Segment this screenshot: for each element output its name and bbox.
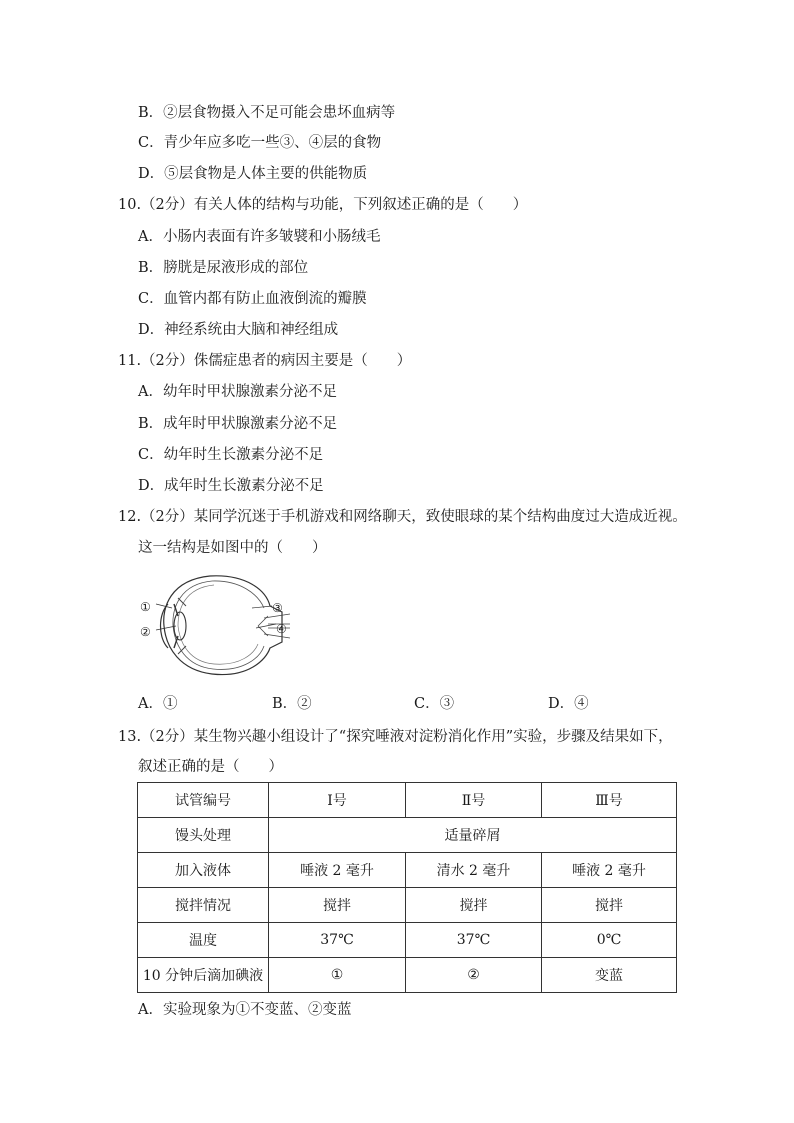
table-row bbox=[138, 853, 677, 888]
table-row bbox=[138, 923, 677, 958]
experiment-table bbox=[137, 782, 677, 993]
table-cell: ② bbox=[406, 958, 542, 993]
table-cell: 搅拌 bbox=[406, 888, 542, 923]
question-11-stem: 11.（2分）侏儒症患者的病因主要是（ ） bbox=[118, 353, 412, 369]
table-cell: 温度 bbox=[138, 923, 269, 958]
table-cell: 搅拌 bbox=[542, 888, 677, 923]
question-10-option-c: C．血管内都有防止血液倒流的瓣膜 bbox=[138, 291, 367, 307]
question-13-stem-continued: 叙述正确的是（ ） bbox=[138, 759, 283, 775]
table-cell: 变蓝 bbox=[542, 958, 677, 993]
table-cell: 唾液 2 毫升 bbox=[269, 853, 406, 888]
table-cell: 唾液 2 毫升 bbox=[542, 853, 677, 888]
figure-label-4: ④ bbox=[276, 622, 287, 636]
figure-label-2: ② bbox=[140, 625, 151, 639]
table-cell: 10 分钟后滴加碘液 bbox=[138, 958, 269, 993]
table-cell: 搅拌 bbox=[269, 888, 406, 923]
table-cell: 37℃ bbox=[269, 923, 406, 958]
table-cell: 0℃ bbox=[542, 923, 677, 958]
table-cell: ① bbox=[269, 958, 406, 993]
question-12-choices bbox=[138, 694, 698, 716]
option-d-prev: D．⑤层食物是人体主要的供能物质 bbox=[138, 166, 368, 182]
figure-label-1: ① bbox=[140, 600, 151, 614]
table-row bbox=[138, 818, 677, 853]
question-10-option-b: B．膀胱是尿液形成的部位 bbox=[138, 260, 309, 276]
question-12-stem-continued: 这一结构是如图中的（ ） bbox=[138, 540, 327, 556]
table-cell: 加入液体 bbox=[138, 853, 269, 888]
table-cell: Ⅲ号 bbox=[542, 783, 677, 818]
question-11-option-c: C．幼年时生长激素分泌不足 bbox=[138, 447, 324, 463]
question-12-choice-a: A．① bbox=[138, 696, 178, 712]
figure-label-3: ③ bbox=[272, 601, 283, 615]
question-10-option-d: D．神经系统由大脑和神经组成 bbox=[138, 322, 339, 338]
table-cell: 清水 2 毫升 bbox=[406, 853, 542, 888]
question-13-option-a: A．实验现象为①不变蓝、②变蓝 bbox=[138, 1002, 352, 1018]
table-cell: Ⅰ号 bbox=[269, 783, 406, 818]
question-10-option-a: A．小肠内表面有许多皱襞和小肠绒毛 bbox=[138, 229, 381, 245]
table-cell: 馒头处理 bbox=[138, 818, 269, 853]
option-b-prev: B．②层食物摄入不足可能会患坏血病等 bbox=[138, 105, 396, 121]
table-row bbox=[138, 958, 677, 993]
question-12-stem: 12.（2分）某同学沉迷于手机游戏和网络聊天，致使眼球的某个结构曲度过大造成近视。 bbox=[118, 509, 687, 525]
table-cell: 37℃ bbox=[406, 923, 542, 958]
question-11-option-d: D．成年时生长激素分泌不足 bbox=[138, 478, 324, 494]
option-c-prev: C．青少年应多吃一些③、④层的食物 bbox=[138, 135, 382, 151]
question-12-choice-b: B．② bbox=[272, 696, 312, 712]
question-12-choice-c: C．③ bbox=[414, 696, 455, 712]
table-cell: 试管编号 bbox=[138, 783, 269, 818]
question-11-option-b: B．成年时甲状腺激素分泌不足 bbox=[138, 416, 338, 432]
table-row bbox=[138, 888, 677, 923]
question-12-choice-d: D．④ bbox=[548, 696, 589, 712]
question-11-option-a: A．幼年时甲状腺激素分泌不足 bbox=[138, 384, 337, 400]
question-10-stem: 10.（2分）有关人体的结构与功能，下列叙述正确的是（ ） bbox=[118, 197, 528, 213]
table-cell: Ⅱ号 bbox=[406, 783, 542, 818]
table-row bbox=[138, 783, 677, 818]
table-cell: 适量碎屑 bbox=[269, 818, 677, 853]
table-cell: 搅拌情况 bbox=[138, 888, 269, 923]
question-13-stem: 13.（2分）某生物兴趣小组设计了“探究唾液对淀粉消化作用”实验，步骤及结果如下， bbox=[118, 729, 673, 745]
